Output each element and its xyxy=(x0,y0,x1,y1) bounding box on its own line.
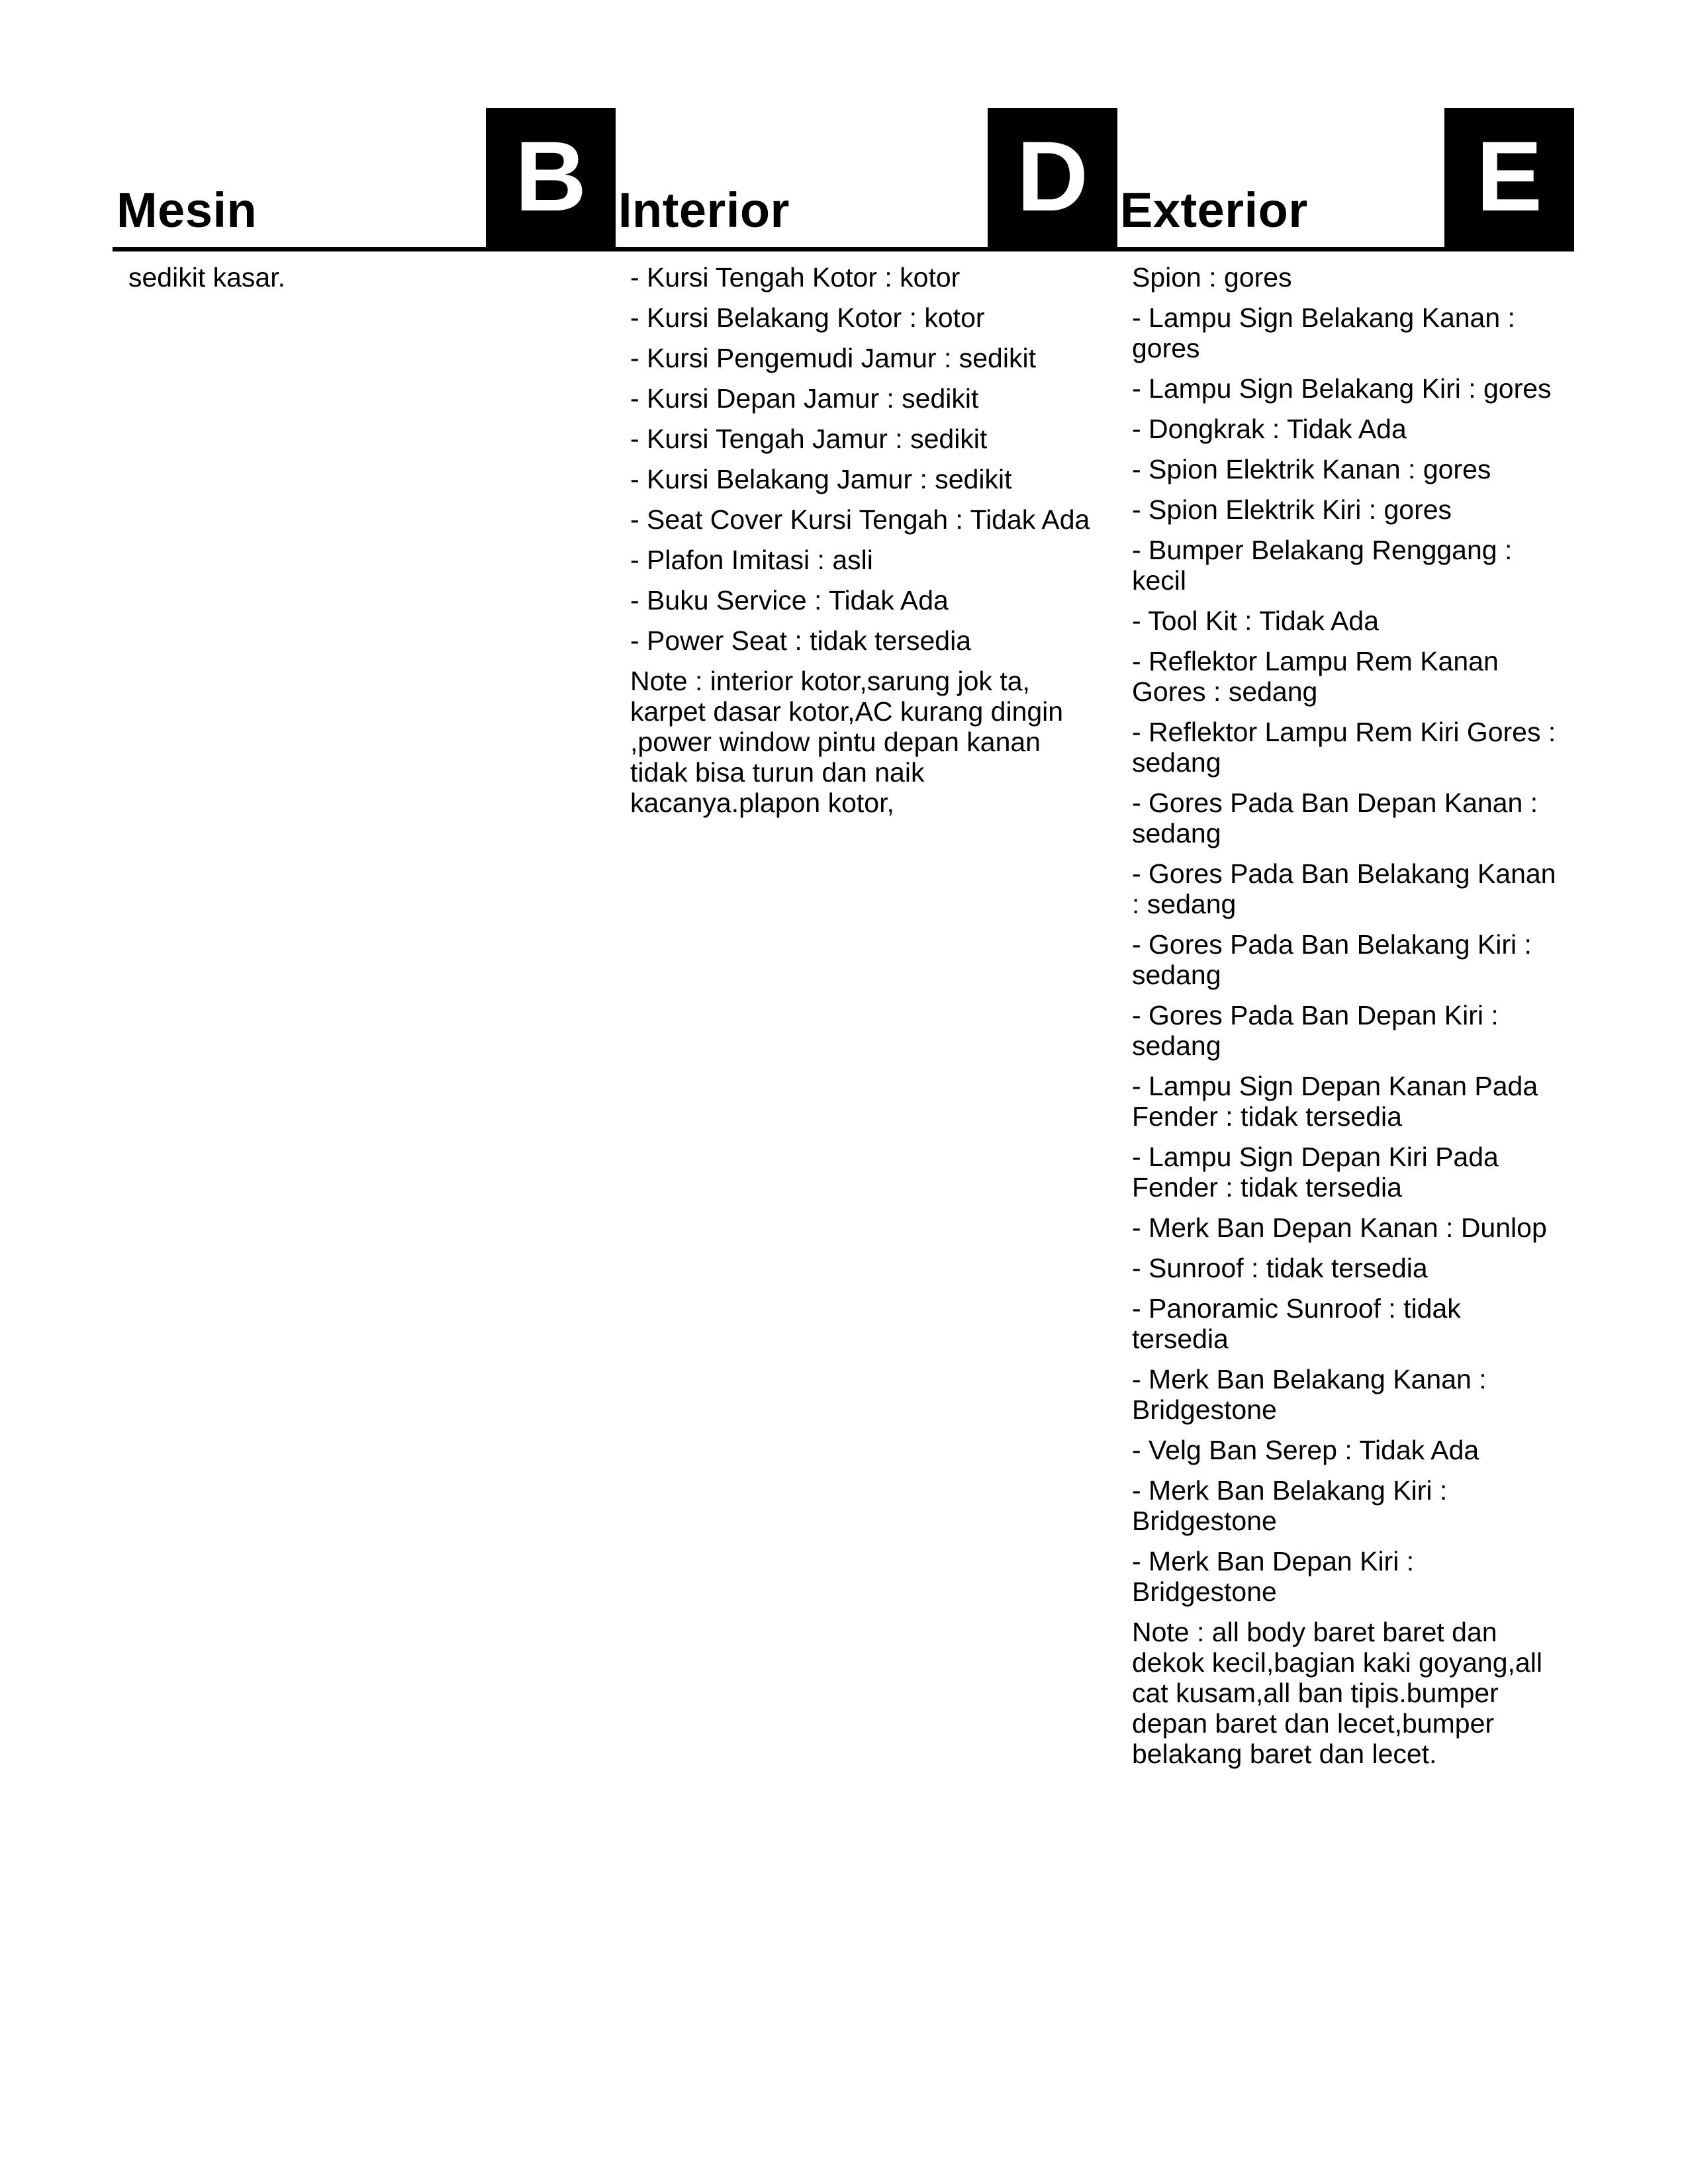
section-mesin xyxy=(113,108,616,302)
list-item: - Reflektor Lampu Rem Kiri Gores : sedang xyxy=(1132,717,1556,778)
section-body xyxy=(113,251,616,293)
list-item: Note : interior kotor,sarung jok ta, karpet dasar kotor,AC kurang dingin ,power window pintu depan kanan tidak bisa turun dan naik kacanya.plapon kotor, xyxy=(630,666,1064,818)
list-item: - Lampu Sign Depan Kiri Pada Fender : tidak tersedia xyxy=(1132,1142,1499,1203)
section-header xyxy=(1116,108,1574,251)
list-item: - Lampu Sign Depan Kanan Pada Fender : tidak tersedia xyxy=(1132,1071,1538,1132)
list-item: - Lampu Sign Belakang Kanan : gores xyxy=(1132,302,1515,363)
list-item: - Bumper Belakang Renggang : kecil xyxy=(1132,535,1513,596)
section-title: Mesin xyxy=(117,183,258,238)
list-item: - Gores Pada Ban Depan Kanan : sedang xyxy=(1132,788,1538,848)
section-title: Interior xyxy=(618,183,790,238)
list-item: - Kursi Belakang Jamur : sedikit xyxy=(630,464,1012,494)
list-item: - Plafon Imitasi : asli xyxy=(630,545,873,575)
list-item: - Kursi Belakang Kotor : kotor xyxy=(630,302,985,333)
list-item: - Merk Ban Belakang Kanan : Bridgestone xyxy=(1132,1364,1487,1425)
list-item: - Tool Kit : Tidak Ada xyxy=(1132,606,1380,636)
list-item: - Buku Service : Tidak Ada xyxy=(630,585,949,615)
list-item: - Kursi Tengah Kotor : kotor xyxy=(630,262,961,293)
list-item: - Merk Ban Belakang Kiri : Bridgestone xyxy=(1132,1475,1448,1536)
list-item: - Merk Ban Depan Kanan : Dunlop xyxy=(1132,1212,1547,1243)
section-exterior xyxy=(1116,108,1574,1779)
list-item: - Sunroof : tidak tersedia xyxy=(1132,1253,1428,1283)
list-item: - Merk Ban Depan Kiri : Bridgestone xyxy=(1132,1546,1415,1607)
list-item: Note : all body baret baret dan dekok kecil,bagian kaki goyang,all cat kusam,all ban tipis.bumper depan baret dan lecet,bumper belakang baret dan lecet. xyxy=(1132,1617,1542,1769)
list-item: Spion : gores xyxy=(1132,262,1292,293)
section-grade-badge: D xyxy=(988,108,1117,247)
section-header xyxy=(113,108,616,251)
section-body xyxy=(1116,251,1574,1769)
list-item: - Velg Ban Serep : Tidak Ada xyxy=(1132,1435,1479,1465)
section-grade-badge: B xyxy=(486,108,616,247)
list-item: - Kursi Pengemudi Jamur : sedikit xyxy=(630,343,1036,373)
section-grade-badge: E xyxy=(1444,108,1574,247)
section-header xyxy=(614,108,1117,251)
section-interior xyxy=(614,108,1117,828)
list-item: - Spion Elektrik Kanan : gores xyxy=(1132,454,1491,484)
list-item: - Kursi Tengah Jamur : sedikit xyxy=(630,424,988,454)
list-item: - Panoramic Sunroof : tidak tersedia xyxy=(1132,1293,1461,1354)
list-item: - Lampu Sign Belakang Kiri : gores xyxy=(1132,373,1552,404)
list-item: - Spion Elektrik Kiri : gores xyxy=(1132,494,1452,525)
section-body xyxy=(614,251,1117,818)
list-item: - Gores Pada Ban Belakang Kanan : sedang xyxy=(1132,858,1556,919)
list-item: - Power Seat : tidak tersedia xyxy=(630,625,972,656)
section-title: Exterior xyxy=(1120,183,1308,238)
list-item: - Seat Cover Kursi Tengah : Tidak Ada xyxy=(630,504,1090,535)
list-item: - Dongkrak : Tidak Ada xyxy=(1132,414,1407,444)
list-item: - Gores Pada Ban Depan Kiri : sedang xyxy=(1132,1000,1499,1061)
list-item: - Reflektor Lampu Rem Kanan Gores : sedang xyxy=(1132,646,1499,707)
list-item: sedikit kasar. xyxy=(128,262,285,293)
list-item: - Kursi Depan Jamur : sedikit xyxy=(630,383,979,414)
list-item: - Gores Pada Ban Belakang Kiri : sedang xyxy=(1132,929,1532,990)
